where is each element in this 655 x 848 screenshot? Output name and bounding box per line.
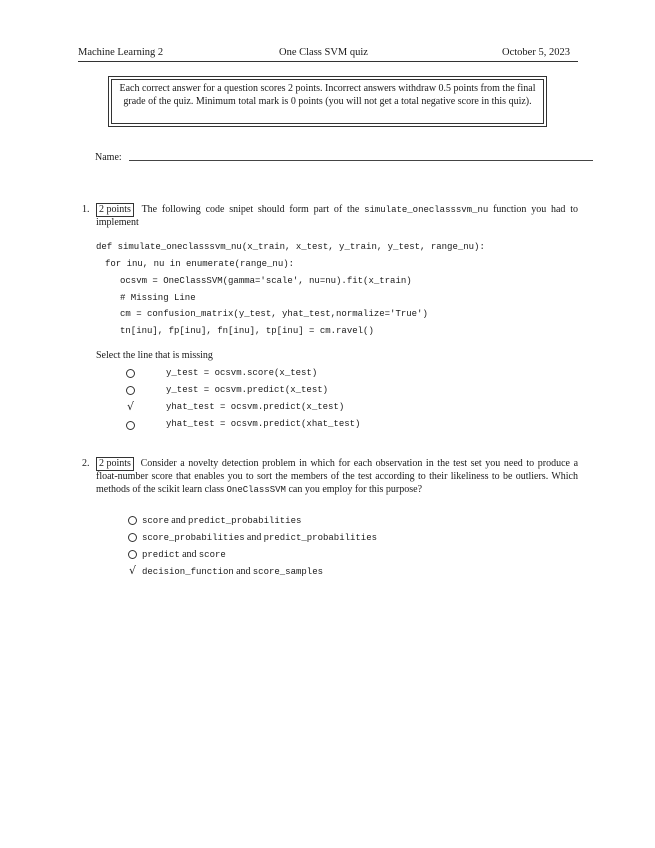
q2-option-2-radio[interactable]: [128, 533, 137, 542]
q1-code-line-4: # Missing Line: [120, 293, 196, 303]
q2-points-badge: 2 points: [96, 457, 134, 471]
q2-option-1-and: and: [171, 515, 186, 526]
header-rule: [78, 61, 578, 62]
q2-option-3-b: score: [198, 550, 226, 560]
q2-option-2-b: predict_probabilities: [263, 533, 377, 543]
q2-option-3-a: predict: [142, 550, 180, 560]
q2-option-4-label: [142, 566, 323, 577]
name-label: Name:: [95, 152, 122, 163]
q2-option-1-a: score: [142, 516, 170, 526]
q2-option-2-and: and: [246, 532, 262, 543]
q2-option-1-label: [142, 515, 301, 526]
q2-option-3-radio[interactable]: [128, 550, 137, 559]
instructions-text: Each correct answer for a question scores 2 points. Incorrect answers withdraw 0.5 points from the final grade of the quiz. Minimum total mark is 0 points (you will not get a total negative score in this quiz).: [111, 79, 544, 124]
q2-option-4-and: and: [236, 566, 251, 577]
q2-option-1-b: predict_probabilities: [187, 516, 302, 526]
header-date: October 5, 2023: [502, 47, 570, 58]
q1-code-line-2: for inu, nu in enumerate(range_nu):: [105, 259, 295, 269]
q2-option-3-and: and: [182, 549, 197, 560]
q1-option-1-label: y_test = ocsvm.score(x_test): [166, 368, 318, 378]
q2-option-4-b: score_samples: [252, 567, 323, 577]
q1-number: 1.: [82, 204, 90, 215]
q1-code-line-3: ocsvm = OneClassSVM(gamma='scale', nu=nu).fit(x_train): [120, 276, 412, 286]
q1-points-badge: 2 points: [96, 203, 134, 217]
q2-option-4-check-icon[interactable]: √: [129, 564, 137, 577]
q1-function-name: simulate_oneclasssvm_nu: [364, 205, 489, 215]
q2-text-b: can you employ for this purpose?: [288, 483, 423, 495]
q1-code-line-5: cm = confusion_matrix(y_test, yhat_test,normalize='True'): [120, 309, 428, 319]
q1-option-4-radio[interactable]: [126, 421, 135, 430]
q1-text-a: The following code snipet should form part of the: [141, 204, 360, 215]
q1-prompt: Select the line that is missing: [96, 350, 213, 361]
q1-option-4-label: yhat_test = ocsvm.predict(xhat_test): [166, 419, 361, 429]
q1-text-b: function you had to implement: [96, 204, 578, 228]
q2-text: [96, 457, 578, 496]
header-course: Machine Learning 2: [78, 47, 164, 58]
q1-text: [96, 203, 578, 230]
q2-option-4-a: decision_function: [142, 567, 234, 577]
q1-code-line-6: tn[inu], fp[inu], fn[inu], tp[inu] = cm.ravel(): [120, 326, 374, 336]
q1-code-line-1: def simulate_oneclasssvm_nu(x_train, x_test, y_train, y_test, range_nu):: [96, 242, 485, 252]
q1-option-3-label: yhat_test = ocsvm.predict(x_test): [166, 402, 345, 412]
q2-option-1-radio[interactable]: [128, 516, 137, 525]
q2-option-2-a: score_probabilities: [142, 533, 245, 543]
header-title: One Class SVM quiz: [279, 47, 368, 58]
q2-option-3-label: [142, 549, 226, 560]
name-field-line: [129, 160, 593, 161]
q1-option-1-radio[interactable]: [126, 369, 135, 378]
q1-option-2-radio[interactable]: [126, 386, 135, 395]
q2-class-name: OneClassSVM: [226, 484, 286, 495]
q2-text-a: Consider a novelty detection problem in which for each observation in the test set you need to produce a float-number score that enables you to sort the members of the test according to their likeliness to be outliers. Which methods of the scikit learn class: [96, 458, 579, 495]
q2-option-2-label: [142, 532, 377, 543]
q2-number: 2.: [82, 458, 90, 469]
q1-option-2-label: y_test = ocsvm.predict(x_test): [166, 385, 329, 395]
q1-option-3-check-icon[interactable]: √: [127, 400, 135, 413]
instructions-box: [108, 76, 547, 127]
